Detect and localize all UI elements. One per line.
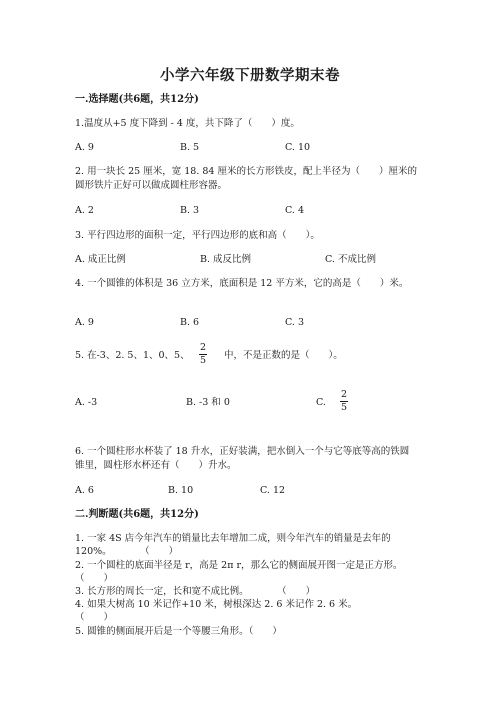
judgement-2-stem: 2. 一个圆柱的底面半径是 r，高是 2π r，那么它的侧面展开图一定是正方形。: [75, 560, 403, 571]
judgement-5-stem[interactable]: 5. 圆锥的侧面展开后是一个等腰三角形。（ ）: [75, 626, 282, 637]
question-4-stem: 4. 一个圆锥的体积是 36 立方米，底面积是 12 平方米，它的高是（ ）米。: [75, 278, 409, 289]
question-6-option-b[interactable]: B. 10: [168, 485, 194, 496]
section-2-heading: 二.判断题(共6题，共12分): [75, 509, 199, 520]
fraction-numerator: 2: [199, 342, 207, 353]
fraction-numerator: 2: [340, 389, 348, 400]
question-6-stem-line-1: 6. 一个圆柱形水杯装了 18 升水，正好装满，把水倒入一个与它等底等高的铁圆: [75, 446, 410, 457]
section-1-heading: 一.选择题(共6题，共12分): [75, 94, 199, 105]
fraction-denominator: 5: [340, 402, 348, 413]
judgement-4-stem: 4. 如果大树高 10 米记作+10 米，树根深达 2. 6 米记作 2. 6 米。: [75, 599, 358, 610]
judgement-1-line-2[interactable]: 120%。 （ ）: [75, 546, 179, 557]
judgement-1-line-1: 1. 一家 4S 店今年汽车的销量比去年增加二成，则今年汽车的销量是去年的: [75, 533, 391, 544]
question-2-option-b[interactable]: B. 3: [180, 205, 200, 216]
question-4-option-b[interactable]: B. 6: [180, 317, 200, 328]
question-3-option-b[interactable]: B. 成反比例: [200, 254, 252, 265]
question-6-stem-line-2: 锥里，圆柱形水杯还有（ ）升水。: [75, 460, 237, 471]
question-2-option-a[interactable]: A. 2: [75, 205, 94, 216]
question-4-option-c[interactable]: C. 3: [285, 317, 305, 328]
question-5-stem-prefix: 5. 在-3、2. 5、1、0、5、: [75, 350, 190, 361]
question-5-option-c-fraction[interactable]: [340, 390, 348, 413]
judgement-2-bracket[interactable]: （ ）: [75, 573, 114, 584]
judgement-4-bracket[interactable]: （ ）: [75, 612, 114, 623]
question-1-option-c[interactable]: C. 10: [285, 142, 311, 153]
question-5-stem-suffix: 中，不是正数的是（ ）。: [224, 350, 343, 361]
question-1-stem: 1.温度从+5 度下降到 - 4 度，共下降了（ ）度。: [75, 118, 300, 129]
question-3-stem: 3. 平行四边形的面积一定，平行四边形的底和高（ ）。: [75, 230, 320, 241]
fraction-denominator: 5: [199, 355, 207, 366]
question-5-option-b[interactable]: B. -3 和 0: [186, 397, 230, 408]
page-title: 小学六年级下册数学期末卷: [160, 67, 340, 84]
question-1-option-a[interactable]: A. 9: [75, 142, 94, 153]
question-6-option-a[interactable]: A. 6: [75, 485, 94, 496]
question-2-stem-line-1: 2. 用一块长 25 厘米，宽 18. 84 厘米的长方形铁皮，配上半径为（ ）厘米的: [75, 166, 417, 177]
question-2-option-c[interactable]: C. 4: [285, 205, 305, 216]
question-3-option-c[interactable]: C. 不成比例: [325, 254, 376, 265]
question-5-option-a[interactable]: A. -3: [75, 397, 98, 408]
question-4-option-a[interactable]: A. 9: [75, 317, 94, 328]
question-5-fraction: [199, 343, 207, 366]
question-5-option-c-label[interactable]: C.: [316, 397, 326, 408]
question-3-option-a[interactable]: A. 成正比例: [75, 254, 126, 265]
question-2-stem-line-2: 圆形铁片正好可以做成圆柱形容器。: [75, 180, 228, 191]
question-6-option-c[interactable]: C. 12: [260, 485, 286, 496]
judgement-3-stem[interactable]: 3. 长方形的周长一定，长和宽不成比例。 （ ）: [75, 586, 316, 597]
question-1-option-b[interactable]: B. 5: [180, 142, 200, 153]
